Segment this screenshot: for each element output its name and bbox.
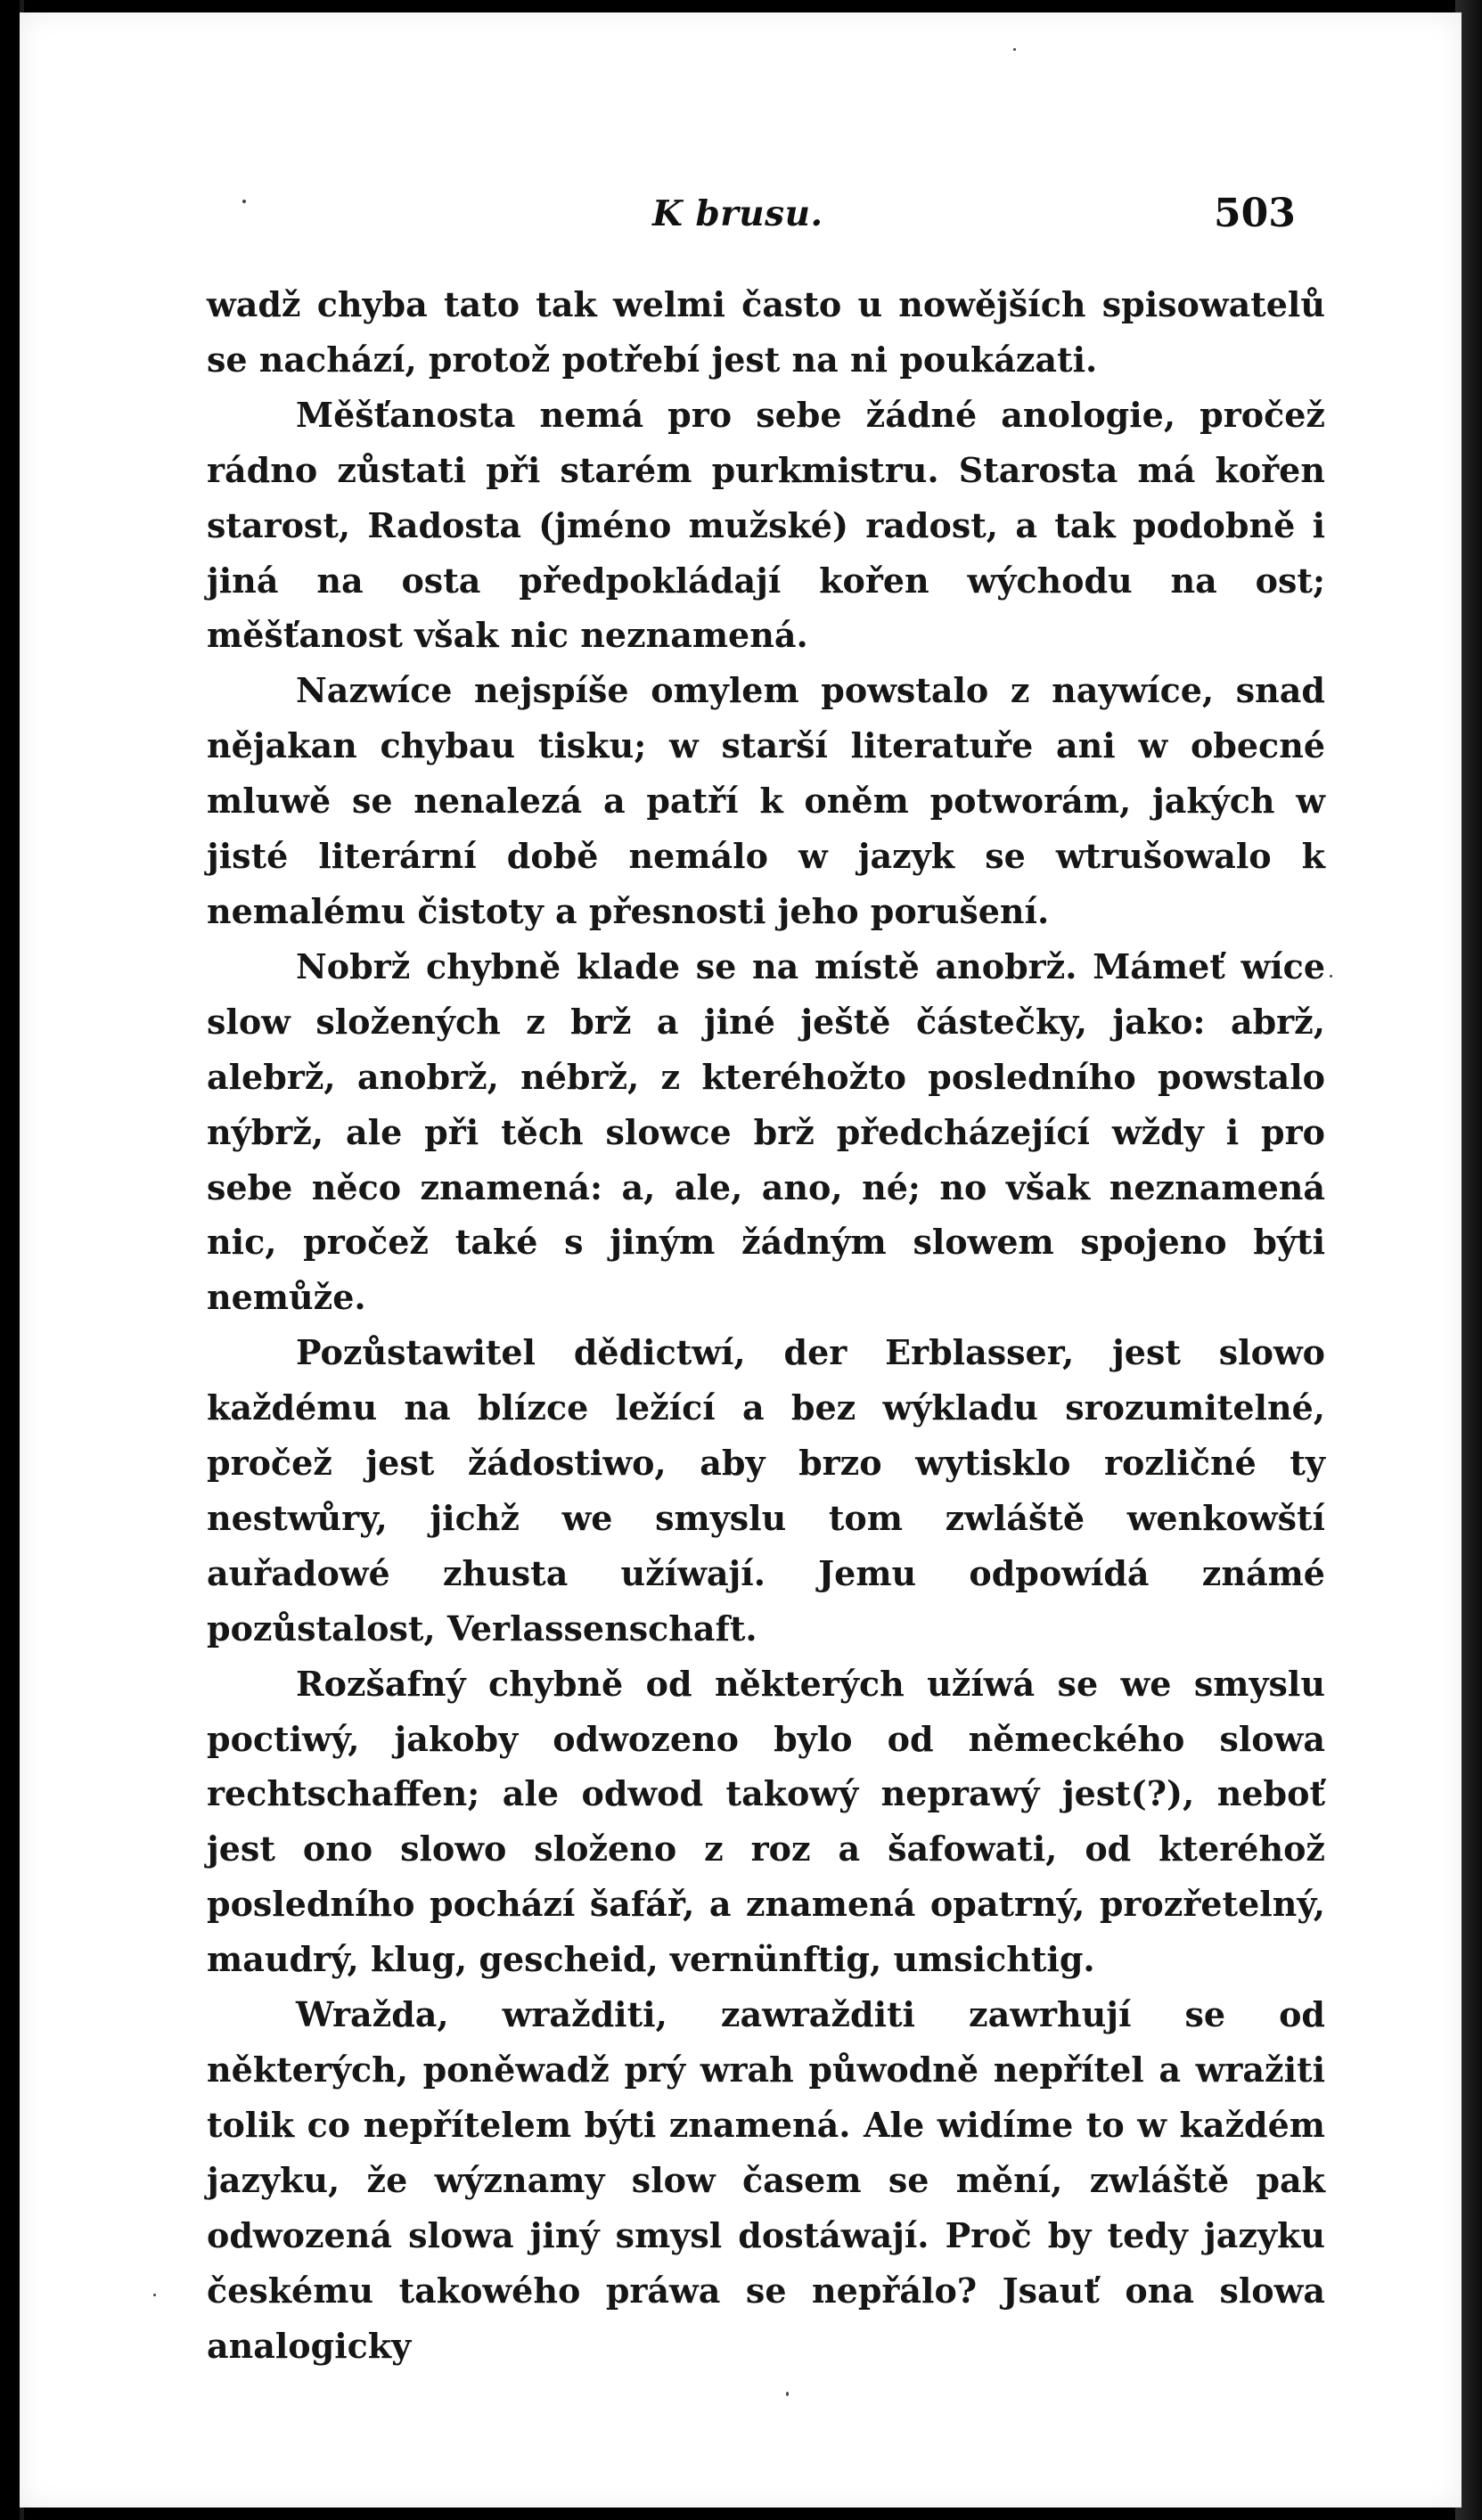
paragraph-rozsafny: Rozšafný chybně od některých užíwá se we smyslu poctiwý, jakoby odwozeno bylo od německého slowa rechtschaffen; ale odwod takowý neprawý jest(?), neboť jest ono slowo složeno z roz a šafowati, od kteréhož posledního pochází šafář, a znamená opatrný, prozřetelný, maudrý, klug, gescheid, vernünftig, umsichtig. bbox=[207, 1663, 1325, 1980]
paragraph-wadz: wadž chyba tato tak welmi často u nowějších spisowatelů se nachází, protož potřebí jest na ni poukázati. bbox=[207, 284, 1325, 380]
body-text bbox=[207, 277, 1325, 2373]
paragraph-pozustawitel: Pozůstawitel dědictwí, der Erblasser, jest slowo každému na blízce ležící a bez wýkladu srozumitelné, pročež jest žádostiwo, aby brzo wytisklo rozličné ty nestwůry, jichž we smyslu tom zwláště wenkowští auřadowé zhusta užíwají. Jemu odpowídá známé pozůstalost, Verlassenschaft. bbox=[207, 1332, 1325, 1649]
running-head bbox=[20, 193, 1462, 247]
scan-speck bbox=[242, 200, 246, 203]
scan-speck bbox=[1013, 48, 1016, 51]
scan-speck bbox=[153, 2294, 156, 2296]
paragraph-nazwice: Nazwíce nejspíše omylem powstalo z naywíce, snad nějakan chybau tisku; w starší literatuře ani w obecné mluwě se nenalezá a patří k oněm potworám, jakých w jisté literární době nemálo w jazyk se wtrušowalo k nemalému čistoty a přesnosti jeho porušení. bbox=[207, 670, 1325, 931]
scan-speck bbox=[786, 2392, 789, 2396]
paragraph-mestanosta: Měšťanosta nemá pro sebe žádné anologie, pročež rádno zůstati při starém purkmistru. Starosta má kořen starost, Radosta (jméno mužské) radost, a tak podobně i jiná na osta předpokládají kořen wýchodu na ost; měšťanost však nic neznamená. bbox=[207, 394, 1325, 656]
running-title: K brusu. bbox=[652, 193, 823, 234]
page-number: 503 bbox=[1214, 191, 1296, 236]
paragraph-wrazda: Wražda, wražditi, zawražditi zawrhují se od některých, poněwadž prý wrah půwodně nepřítel a wražiti tolik co nepřítelem býti znamená. Ale widíme to w každém jazyku, že wýznamy slow časem se mění, zwláště pak odwozená slowa jiný smysl dostáwají. Proč by tedy jazyku českému takowého práwa se nepřálo? Jsauť ona slowa analogicky bbox=[207, 1994, 1325, 2366]
book-page bbox=[20, 12, 1462, 2508]
paragraph-nobrz: Nobrž chybně klade se na místě anobrž. Mámeť wíce slow složených z brž a jiné ještě částečky, jako: abrž, alebrž, anobrž, nébrž, z kteréhožto posledního powstalo nýbrž, ale při těch slowce brž předcházející wždy i pro sebe něco znamená: a, ale, ano, né; no však neznamená nic, pročež také s jiným žádným slowem spojeno býti nemůže. bbox=[207, 945, 1325, 1318]
scan-speck bbox=[1330, 975, 1332, 978]
